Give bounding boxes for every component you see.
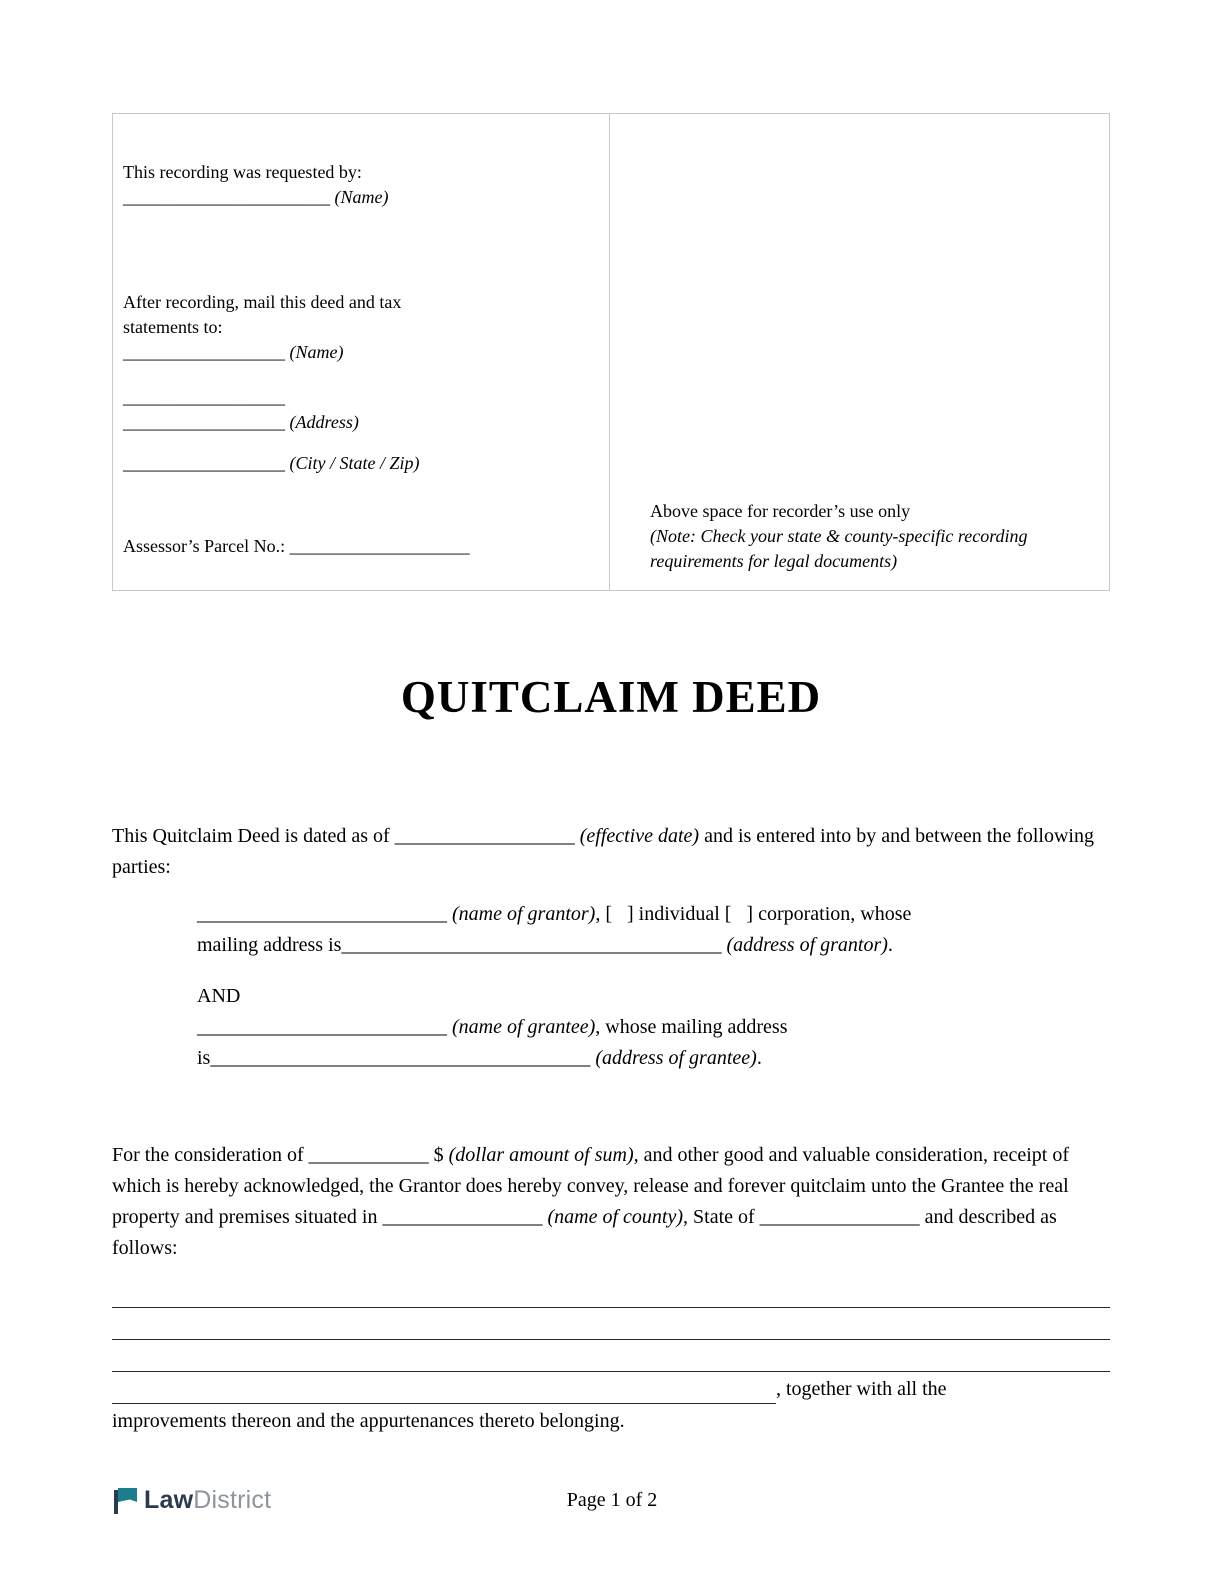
description-blank-line-1 xyxy=(112,1276,1110,1308)
consideration-paragraph xyxy=(112,1140,1110,1264)
lawdistrict-logo xyxy=(112,1486,271,1515)
state-blank: ________________ xyxy=(759,1206,920,1228)
page-footer xyxy=(0,1478,1224,1522)
intro-text-1: This Quitclaim Deed is dated as of xyxy=(112,825,395,847)
grantor-address-blank: ______________________________________ xyxy=(341,934,722,956)
mail-city-line xyxy=(123,451,595,476)
consideration-text-2: $ xyxy=(428,1144,449,1166)
parcel-label: Assessor’s Parcel No.: xyxy=(123,536,290,556)
consideration-text-3: and other good and valuable consideration, receipt of which is hereby acknowledged, the Grantor does hereby convey, release and forever quitclaim unto the Grantee the real property and premises situated in xyxy=(112,1144,1070,1228)
mail-city-blank: __________________ xyxy=(123,453,285,473)
grantee-name-blank: _________________________ xyxy=(197,1016,447,1038)
requested-by-label: This recording was requested by: xyxy=(123,162,362,182)
sum-hint: (dollar amount of sum), xyxy=(448,1144,639,1166)
mail-name-hint: (Name) xyxy=(285,342,344,362)
recorder-use-section xyxy=(610,114,1109,590)
mail-city-hint: (City / State / Zip) xyxy=(285,453,420,473)
mail-address-line-1 xyxy=(123,385,595,410)
intro-text-2: and is entered into by and between the following parties: xyxy=(112,825,1094,878)
grantor-address-hint: (address of grantor) xyxy=(721,934,888,956)
county-blank: ________________ xyxy=(382,1206,543,1228)
mail-address-hint: (Address) xyxy=(285,412,359,432)
description-blank-line-2 xyxy=(112,1308,1110,1340)
grantee-period: . xyxy=(756,1047,762,1069)
grantor-text-2: mailing address is xyxy=(197,934,342,956)
legal-description-area xyxy=(112,1276,1110,1437)
consideration-text-5: and described as follows: xyxy=(112,1206,1057,1259)
mail-address-blank-1: __________________ xyxy=(123,387,285,407)
mail-name-line xyxy=(123,340,595,365)
and-label: AND xyxy=(197,985,241,1007)
consideration-text-1: For the consideration of xyxy=(112,1144,309,1166)
lawdistrict-icon xyxy=(112,1486,138,1514)
grantee-address-hint: (address of grantee) xyxy=(590,1047,757,1069)
mail-address-line-2 xyxy=(123,410,595,435)
parcel-blank: ____________________ xyxy=(289,536,470,556)
requested-by-line xyxy=(123,185,595,210)
logo-law-text: Law xyxy=(144,1485,194,1514)
requested-by-hint: (Name) xyxy=(330,187,389,207)
recorder-note-title: Above space for recorder’s use only xyxy=(650,501,911,521)
recording-request-section xyxy=(113,114,610,590)
effective-date-hint: (effective date) xyxy=(574,825,700,847)
description-blank-line-3 xyxy=(112,1340,1110,1372)
description-blank-partial xyxy=(112,1372,776,1404)
county-hint: (name of county), xyxy=(542,1206,689,1228)
grantor-paragraph xyxy=(197,899,1110,961)
recording-info-box xyxy=(112,113,1110,591)
grantee-paragraph xyxy=(197,1012,1110,1074)
intro-paragraph xyxy=(112,821,1110,883)
grantor-name-hint: (name of grantor) xyxy=(447,903,596,925)
grantee-text-2: is xyxy=(197,1047,211,1069)
page-number: Page 1 of 2 xyxy=(566,1488,658,1511)
document-title: QUITCLAIM DEED xyxy=(400,672,822,722)
mail-address-blank-2: __________________ xyxy=(123,412,285,432)
closing-inline-text: , together with all the xyxy=(776,1378,947,1400)
description-blank-line-4 xyxy=(112,1372,1110,1404)
grantee-address-blank: ______________________________________ xyxy=(210,1047,591,1069)
grantor-name-blank: _________________________ xyxy=(197,903,447,925)
consideration-text-4: State of xyxy=(688,1206,760,1228)
grantee-name-hint: (name of grantee) xyxy=(447,1016,596,1038)
mail-to-label: After recording, mail this deed and tax statements to: xyxy=(123,292,402,337)
parcel-line xyxy=(123,534,595,559)
recorder-note-body: (Note: Check your state & county-specific recording requirements for legal documents) xyxy=(650,526,1028,571)
grantee-text-1: , whose mailing address xyxy=(595,1016,788,1038)
sum-blank: ____________ xyxy=(308,1144,429,1166)
requested-by-blank: _______________________ xyxy=(123,187,330,207)
effective-date-blank: __________________ xyxy=(394,825,575,847)
lawdistrict-wordmark xyxy=(144,1486,271,1515)
grantor-period: . xyxy=(887,934,893,956)
mail-name-blank: __________________ xyxy=(123,342,285,362)
logo-district-text: District xyxy=(193,1485,272,1514)
closing-line-text: improvements thereon and the appurtenances thereto belonging. xyxy=(112,1410,625,1432)
grantor-text-1: , [ ] individual [ ] corporation, whose xyxy=(595,903,912,925)
